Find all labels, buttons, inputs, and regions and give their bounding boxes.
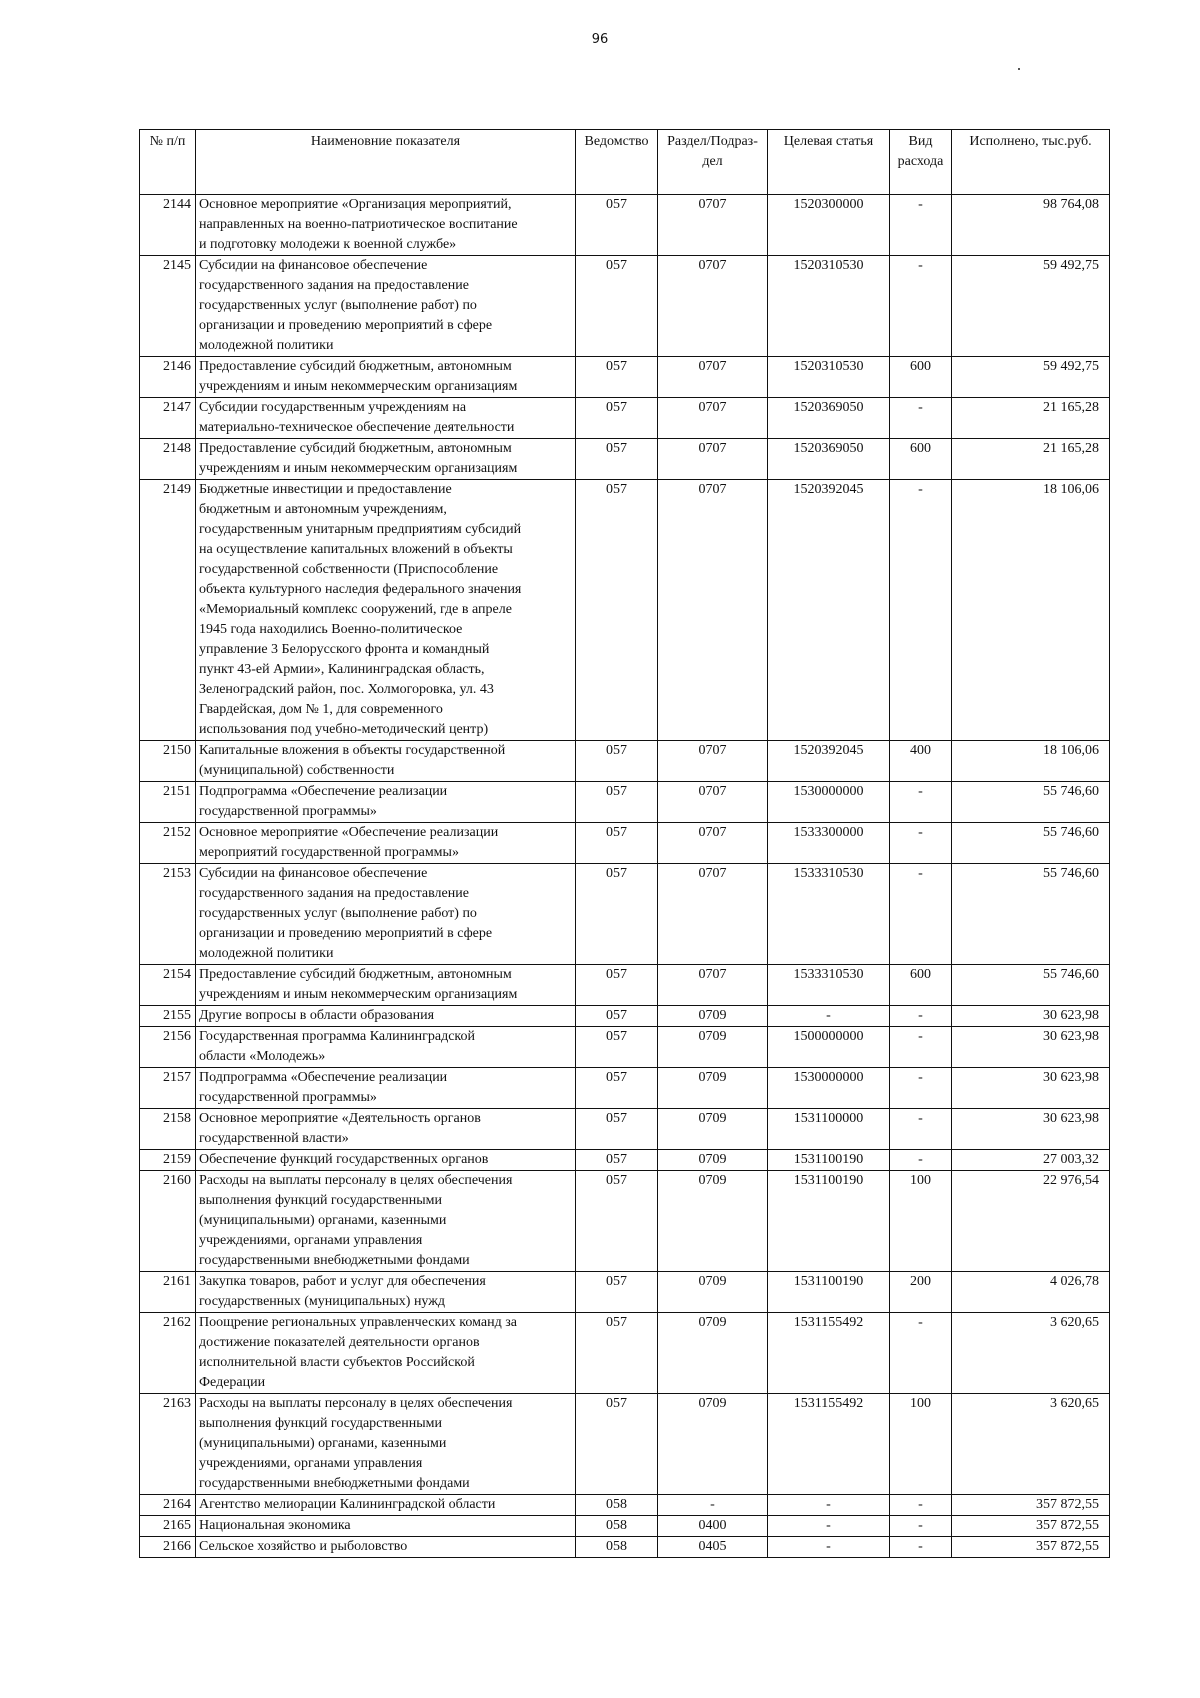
cell-tselevaya: - xyxy=(768,1006,890,1027)
cell-vid: - xyxy=(890,1313,952,1394)
cell-razdel: 0707 xyxy=(658,357,768,398)
cell-ispolneno: 22 976,54 xyxy=(952,1171,1110,1272)
cell-tselevaya: 1531100190 xyxy=(768,1272,890,1313)
cell-razdel: 0707 xyxy=(658,864,768,965)
cell-tselevaya: 1520310530 xyxy=(768,256,890,357)
cell-razdel: 0707 xyxy=(658,741,768,782)
cell-razdel: - xyxy=(658,1495,768,1516)
cell-name: Другие вопросы в области образования xyxy=(196,1006,576,1027)
cell-num: 2153 xyxy=(140,864,196,965)
budget-table xyxy=(139,129,1110,1558)
table-row xyxy=(140,1006,1110,1027)
cell-vid: - xyxy=(890,480,952,741)
cell-num: 2165 xyxy=(140,1516,196,1537)
cell-ispolneno: 30 623,98 xyxy=(952,1109,1110,1150)
cell-name: Подпрограмма «Обеспечение реализации государственной программы» xyxy=(196,782,576,823)
cell-tselevaya: 1531155492 xyxy=(768,1394,890,1495)
table-row xyxy=(140,1394,1110,1495)
cell-ispolneno: 3 620,65 xyxy=(952,1394,1110,1495)
cell-vid: - xyxy=(890,1150,952,1171)
cell-name: Обеспечение функций государственных органов xyxy=(196,1150,576,1171)
cell-name: Расходы на выплаты персоналу в целях обеспечения выполнения функций государственными (муниципальными) органами, казенными учреждениями, органами управления государственными внебюджетными фондами xyxy=(196,1394,576,1495)
table-body xyxy=(140,195,1110,1558)
cell-tselevaya: 1520300000 xyxy=(768,195,890,256)
cell-ispolneno: 59 492,75 xyxy=(952,357,1110,398)
cell-num: 2152 xyxy=(140,823,196,864)
cell-vid: - xyxy=(890,1109,952,1150)
cell-razdel: 0709 xyxy=(658,1150,768,1171)
cell-name: Подпрограмма «Обеспечение реализации государственной программы» xyxy=(196,1068,576,1109)
cell-razdel: 0709 xyxy=(658,1006,768,1027)
cell-tselevaya: - xyxy=(768,1495,890,1516)
cell-vedomstvo: 057 xyxy=(576,1006,658,1027)
cell-name: Субсидии на финансовое обеспечение государственного задания на предоставление государственных услуг (выполнение работ) по организации и проведению мероприятий в сфере молодежной политики xyxy=(196,256,576,357)
cell-name: Бюджетные инвестиции и предоставление бюджетным и автономным учреждениям, государственным унитарным предприятиям субсидий на осуществление капитальных вложений в объекты государственной собственности (Приспособление объекта культурного наследия федерального значения «Мемориальный комплекс сооружений, где в апреле 1945 года находились Военно-политическое управление 3 Белорусского фронта и командный пункт 43-ей Армии», Калининградская область, Зеленоградский район, пос. Холмогоровка, ул. 43 Гвардейская, дом № 1, для современного использования под учебно-методический центр) xyxy=(196,480,576,741)
cell-vid: - xyxy=(890,256,952,357)
table-row xyxy=(140,1109,1110,1150)
cell-name: Национальная экономика xyxy=(196,1516,576,1537)
cell-razdel: 0707 xyxy=(658,439,768,480)
cell-name: Предоставление субсидий бюджетным, автономным учреждениям и иным некоммерческим организациям xyxy=(196,965,576,1006)
cell-razdel: 0709 xyxy=(658,1068,768,1109)
cell-vedomstvo: 058 xyxy=(576,1516,658,1537)
cell-name: Предоставление субсидий бюджетным, автономным учреждениям и иным некоммерческим организациям xyxy=(196,357,576,398)
cell-razdel: 0400 xyxy=(658,1516,768,1537)
header-name: Наименовние показателя xyxy=(196,130,576,195)
cell-vid: - xyxy=(890,823,952,864)
cell-vid: 600 xyxy=(890,439,952,480)
cell-tselevaya: 1520392045 xyxy=(768,741,890,782)
table-row xyxy=(140,741,1110,782)
cell-tselevaya: 1520392045 xyxy=(768,480,890,741)
cell-tselevaya: 1520369050 xyxy=(768,398,890,439)
cell-tselevaya: 1530000000 xyxy=(768,782,890,823)
cell-vedomstvo: 057 xyxy=(576,823,658,864)
cell-vid: - xyxy=(890,398,952,439)
cell-num: 2156 xyxy=(140,1027,196,1068)
cell-vid: 100 xyxy=(890,1394,952,1495)
table-row xyxy=(140,823,1110,864)
cell-name: Капитальные вложения в объекты государственной (муниципальной) собственности xyxy=(196,741,576,782)
cell-ispolneno: 30 623,98 xyxy=(952,1027,1110,1068)
cell-vid: - xyxy=(890,195,952,256)
cell-ispolneno: 4 026,78 xyxy=(952,1272,1110,1313)
cell-name: Субсидии на финансовое обеспечение государственного задания на предоставление государственных услуг (выполнение работ) по организации и проведению мероприятий в сфере молодежной политики xyxy=(196,864,576,965)
table-row xyxy=(140,1150,1110,1171)
cell-ispolneno: 357 872,55 xyxy=(952,1537,1110,1558)
cell-vedomstvo: 057 xyxy=(576,1272,658,1313)
table-row xyxy=(140,782,1110,823)
cell-vedomstvo: 058 xyxy=(576,1495,658,1516)
cell-vid: - xyxy=(890,1516,952,1537)
cell-tselevaya: - xyxy=(768,1537,890,1558)
cell-num: 2163 xyxy=(140,1394,196,1495)
cell-ispolneno: 357 872,55 xyxy=(952,1495,1110,1516)
header-vid: Вид расхода xyxy=(890,130,952,195)
cell-name: Расходы на выплаты персоналу в целях обеспечения выполнения функций государственными (муниципальными) органами, казенными учреждениями, органами управления государственными внебюджетными фондами xyxy=(196,1171,576,1272)
table-row xyxy=(140,1495,1110,1516)
cell-num: 2145 xyxy=(140,256,196,357)
table-row xyxy=(140,480,1110,741)
cell-ispolneno: 55 746,60 xyxy=(952,782,1110,823)
page-number: 96 xyxy=(591,32,609,47)
cell-vedomstvo: 057 xyxy=(576,782,658,823)
cell-vedomstvo: 057 xyxy=(576,1394,658,1495)
cell-razdel: 0707 xyxy=(658,195,768,256)
cell-razdel: 0709 xyxy=(658,1313,768,1394)
cell-name: Основное мероприятие «Организация мероприятий, направленных на военно-патриотическое воспитание и подготовку молодежи к военной службе» xyxy=(196,195,576,256)
cell-razdel: 0709 xyxy=(658,1394,768,1495)
cell-num: 2158 xyxy=(140,1109,196,1150)
cell-vedomstvo: 057 xyxy=(576,1150,658,1171)
cell-num: 2154 xyxy=(140,965,196,1006)
cell-vid: - xyxy=(890,1006,952,1027)
cell-tselevaya: - xyxy=(768,1516,890,1537)
cell-num: 2164 xyxy=(140,1495,196,1516)
cell-tselevaya: 1531100000 xyxy=(768,1109,890,1150)
cell-vid: - xyxy=(890,1068,952,1109)
cell-num: 2149 xyxy=(140,480,196,741)
cell-name: Закупка товаров, работ и услуг для обеспечения государственных (муниципальных) нужд xyxy=(196,1272,576,1313)
header-num: № п/п xyxy=(140,130,196,195)
cell-tselevaya: 1530000000 xyxy=(768,1068,890,1109)
cell-vedomstvo: 057 xyxy=(576,1109,658,1150)
header-tselevaya: Целевая статья xyxy=(768,130,890,195)
cell-tselevaya: 1533310530 xyxy=(768,864,890,965)
table-row xyxy=(140,1027,1110,1068)
table-row xyxy=(140,1313,1110,1394)
table-row xyxy=(140,357,1110,398)
table-row xyxy=(140,965,1110,1006)
cell-num: 2159 xyxy=(140,1150,196,1171)
cell-num: 2148 xyxy=(140,439,196,480)
header-razdel: Раздел/Подраз- дел xyxy=(658,130,768,195)
cell-razdel: 0709 xyxy=(658,1109,768,1150)
cell-vid: - xyxy=(890,1027,952,1068)
header-ispolneno: Исполнено, тыс.руб. xyxy=(952,130,1110,195)
cell-tselevaya: 1533310530 xyxy=(768,965,890,1006)
table-row xyxy=(140,398,1110,439)
cell-vid: - xyxy=(890,1537,952,1558)
table-row xyxy=(140,1272,1110,1313)
cell-num: 2146 xyxy=(140,357,196,398)
cell-vedomstvo: 057 xyxy=(576,1027,658,1068)
cell-ispolneno: 21 165,28 xyxy=(952,439,1110,480)
cell-num: 2160 xyxy=(140,1171,196,1272)
table-row xyxy=(140,1537,1110,1558)
cell-name: Основное мероприятие «Деятельность органов государственной власти» xyxy=(196,1109,576,1150)
cell-name: Основное мероприятие «Обеспечение реализации мероприятий государственной программы» xyxy=(196,823,576,864)
cell-ispolneno: 357 872,55 xyxy=(952,1516,1110,1537)
cell-ispolneno: 98 764,08 xyxy=(952,195,1110,256)
cell-name: Агентство мелиорации Калининградской области xyxy=(196,1495,576,1516)
cell-ispolneno: 3 620,65 xyxy=(952,1313,1110,1394)
cell-vedomstvo: 057 xyxy=(576,480,658,741)
cell-razdel: 0709 xyxy=(658,1027,768,1068)
table-row xyxy=(140,1516,1110,1537)
cell-num: 2157 xyxy=(140,1068,196,1109)
cell-num: 2162 xyxy=(140,1313,196,1394)
cell-vid: - xyxy=(890,782,952,823)
cell-tselevaya: 1520310530 xyxy=(768,357,890,398)
cell-name: Предоставление субсидий бюджетным, автономным учреждениям и иным некоммерческим организациям xyxy=(196,439,576,480)
cell-num: 2144 xyxy=(140,195,196,256)
cell-vid: 200 xyxy=(890,1272,952,1313)
cell-razdel: 0707 xyxy=(658,256,768,357)
cell-num: 2147 xyxy=(140,398,196,439)
cell-ispolneno: 27 003,32 xyxy=(952,1150,1110,1171)
cell-tselevaya: 1531100190 xyxy=(768,1171,890,1272)
cell-ispolneno: 55 746,60 xyxy=(952,864,1110,965)
cell-ispolneno: 18 106,06 xyxy=(952,480,1110,741)
cell-name: Поощрение региональных управленческих команд за достижение показателей деятельности органов исполнительной власти субъектов Российской Федерации xyxy=(196,1313,576,1394)
cell-name: Сельское хозяйство и рыболовство xyxy=(196,1537,576,1558)
cell-vid: 600 xyxy=(890,357,952,398)
cell-tselevaya: 1500000000 xyxy=(768,1027,890,1068)
cell-razdel: 0709 xyxy=(658,1272,768,1313)
cell-razdel: 0405 xyxy=(658,1537,768,1558)
cell-ispolneno: 30 623,98 xyxy=(952,1006,1110,1027)
cell-ispolneno: 18 106,06 xyxy=(952,741,1110,782)
cell-num: 2150 xyxy=(140,741,196,782)
cell-vedomstvo: 057 xyxy=(576,864,658,965)
cell-vedomstvo: 057 xyxy=(576,1313,658,1394)
cell-razdel: 0707 xyxy=(658,782,768,823)
cell-vedomstvo: 058 xyxy=(576,1537,658,1558)
cell-vid: 100 xyxy=(890,1171,952,1272)
table-row xyxy=(140,256,1110,357)
cell-vid: - xyxy=(890,1495,952,1516)
cell-vedomstvo: 057 xyxy=(576,439,658,480)
scan-speck xyxy=(1018,68,1020,70)
table-row xyxy=(140,1171,1110,1272)
cell-ispolneno: 59 492,75 xyxy=(952,256,1110,357)
table-row xyxy=(140,864,1110,965)
table-row xyxy=(140,1068,1110,1109)
cell-vedomstvo: 057 xyxy=(576,398,658,439)
header-vedomstvo: Ведомство xyxy=(576,130,658,195)
table-row xyxy=(140,439,1110,480)
header-row xyxy=(140,130,1110,195)
cell-tselevaya: 1531155492 xyxy=(768,1313,890,1394)
cell-num: 2161 xyxy=(140,1272,196,1313)
cell-name: Государственная программа Калининградской области «Молодежь» xyxy=(196,1027,576,1068)
cell-vedomstvo: 057 xyxy=(576,357,658,398)
cell-vedomstvo: 057 xyxy=(576,256,658,357)
table-header xyxy=(140,130,1110,195)
cell-ispolneno: 55 746,60 xyxy=(952,823,1110,864)
cell-vid: - xyxy=(890,864,952,965)
table-row xyxy=(140,195,1110,256)
cell-vedomstvo: 057 xyxy=(576,741,658,782)
cell-name: Субсидии государственным учреждениям на материально-техническое обеспечение деятельности xyxy=(196,398,576,439)
cell-num: 2166 xyxy=(140,1537,196,1558)
cell-razdel: 0707 xyxy=(658,965,768,1006)
cell-vid: 600 xyxy=(890,965,952,1006)
cell-razdel: 0707 xyxy=(658,823,768,864)
cell-vid: 400 xyxy=(890,741,952,782)
cell-num: 2155 xyxy=(140,1006,196,1027)
cell-razdel: 0707 xyxy=(658,398,768,439)
cell-vedomstvo: 057 xyxy=(576,1068,658,1109)
cell-razdel: 0709 xyxy=(658,1171,768,1272)
cell-razdel: 0707 xyxy=(658,480,768,741)
cell-ispolneno: 21 165,28 xyxy=(952,398,1110,439)
cell-tselevaya: 1531100190 xyxy=(768,1150,890,1171)
cell-num: 2151 xyxy=(140,782,196,823)
cell-tselevaya: 1533300000 xyxy=(768,823,890,864)
cell-vedomstvo: 057 xyxy=(576,965,658,1006)
cell-ispolneno: 55 746,60 xyxy=(952,965,1110,1006)
cell-vedomstvo: 057 xyxy=(576,1171,658,1272)
cell-vedomstvo: 057 xyxy=(576,195,658,256)
cell-ispolneno: 30 623,98 xyxy=(952,1068,1110,1109)
cell-tselevaya: 1520369050 xyxy=(768,439,890,480)
